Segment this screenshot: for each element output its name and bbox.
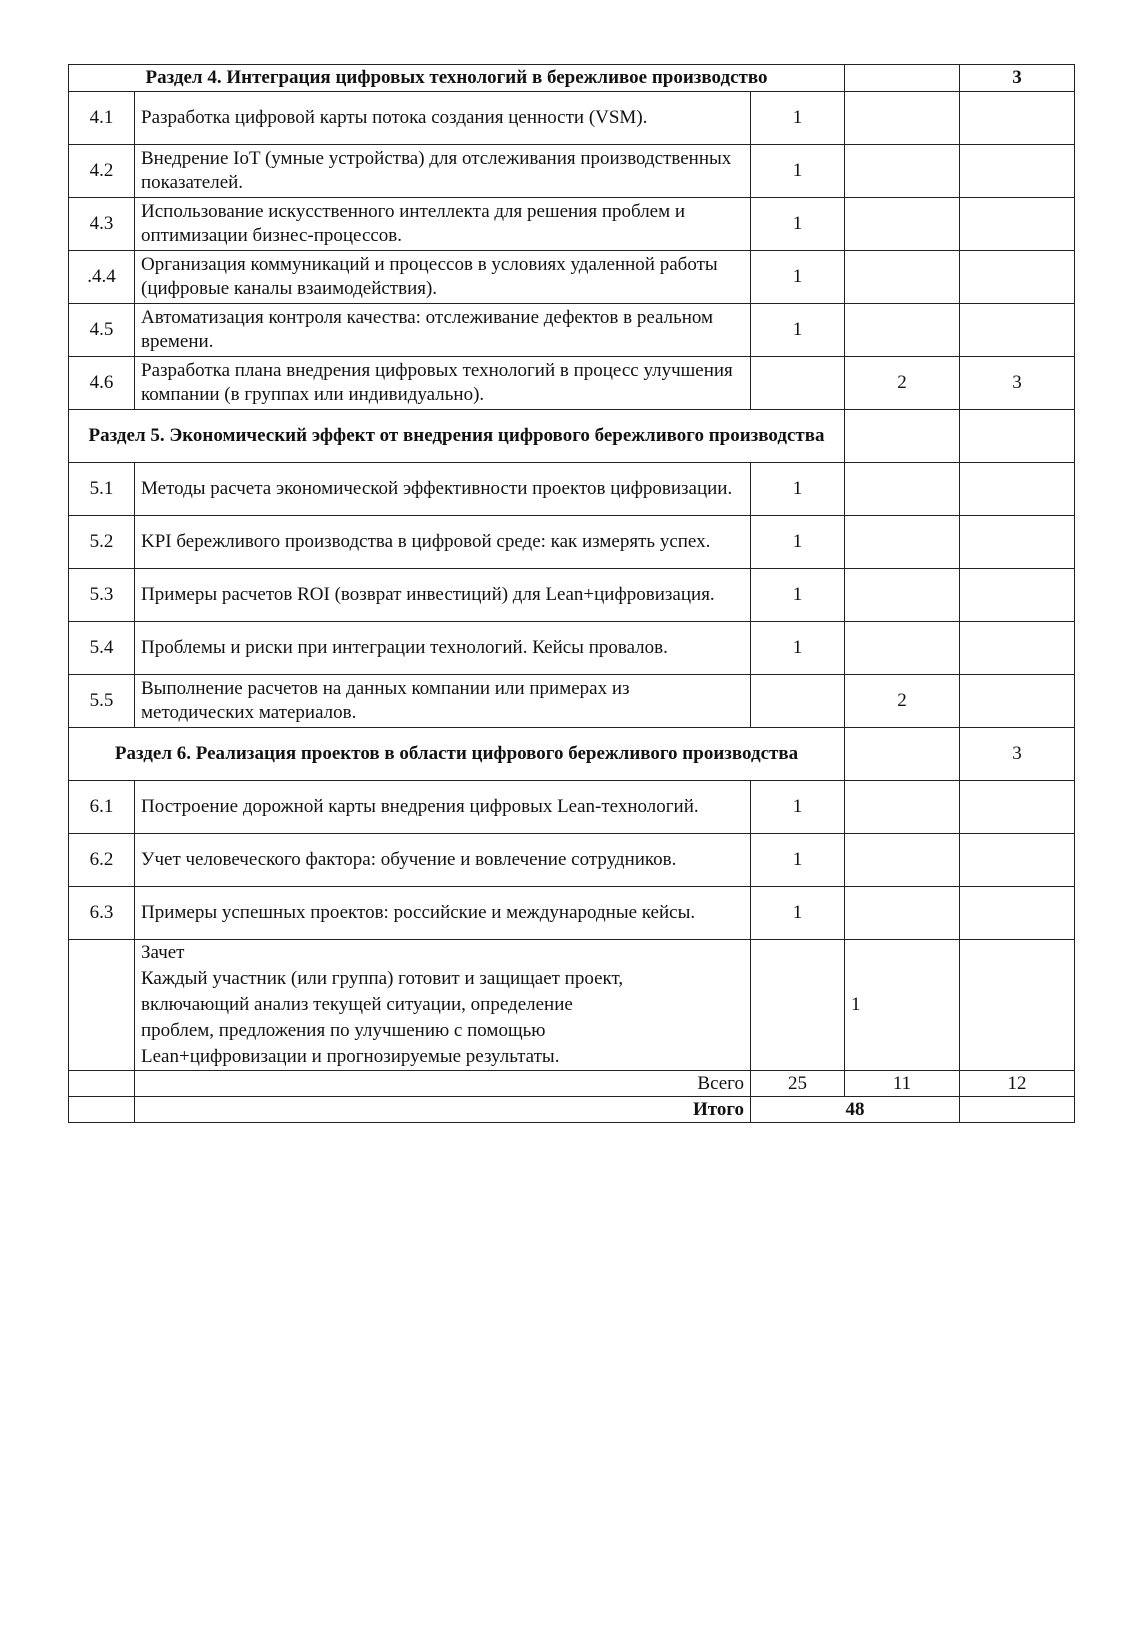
row-value: 2 [845, 675, 960, 728]
row-value: 1 [751, 92, 845, 145]
table-row [69, 145, 1075, 198]
table-row [69, 887, 1075, 940]
row-number [69, 1097, 135, 1123]
table-row [69, 622, 1075, 675]
table-row [69, 251, 1075, 304]
row-value [845, 516, 960, 569]
curriculum-table [68, 64, 1075, 1123]
row-title: Построение дорожной карты внедрения цифровых Lean-технологий. [135, 781, 751, 834]
row-value [845, 198, 960, 251]
row-number [69, 1071, 135, 1097]
row-value [845, 251, 960, 304]
table-row [69, 304, 1075, 357]
section-value: 3 [960, 65, 1075, 92]
grand-total-value: 48 [751, 1097, 960, 1123]
row-number [69, 940, 135, 1071]
row-value [960, 463, 1075, 516]
row-title: Методы расчета экономической эффективности проектов цифровизации. [135, 463, 751, 516]
row-value: 1 [751, 887, 845, 940]
row-value [845, 622, 960, 675]
row-value [960, 781, 1075, 834]
section-title: Раздел 5. Экономический эффект от внедрения цифрового бережливого производства [69, 410, 845, 463]
section-value [845, 410, 960, 463]
row-title: KPI бережливого производства в цифровой среде: как измерять успех. [135, 516, 751, 569]
row-value: 1 [751, 463, 845, 516]
section-title: Раздел 6. Реализация проектов в области цифрового бережливого производства [69, 728, 845, 781]
row-number: 5.5 [69, 675, 135, 728]
row-value [845, 463, 960, 516]
row-number: 6.3 [69, 887, 135, 940]
table-row [69, 781, 1075, 834]
row-value: 1 [751, 622, 845, 675]
row-value: 2 [845, 357, 960, 410]
row-title: Учет человеческого фактора: обучение и вовлечение сотрудников. [135, 834, 751, 887]
row-number: 4.3 [69, 198, 135, 251]
row-number: 5.3 [69, 569, 135, 622]
row-value [960, 887, 1075, 940]
section-value: 3 [960, 728, 1075, 781]
row-title: Автоматизация контроля качества: отслеживание дефектов в реальном времени. [135, 304, 751, 357]
totals-row [69, 1071, 1075, 1097]
row-value: 1 [751, 145, 845, 198]
assessment-row [69, 940, 1075, 1071]
table-row [69, 675, 1075, 728]
totals-label: Всего [135, 1071, 751, 1097]
table-row [69, 357, 1075, 410]
row-value: 1 [751, 569, 845, 622]
row-number: 5.2 [69, 516, 135, 569]
row-title: Разработка цифровой карты потока создания ценности (VSM). [135, 92, 751, 145]
table-row [69, 463, 1075, 516]
row-value [960, 622, 1075, 675]
row-value [845, 834, 960, 887]
row-title: Внедрение IoT (умные устройства) для отслеживания производственных показателей. [135, 145, 751, 198]
row-value [960, 92, 1075, 145]
table-row [69, 198, 1075, 251]
section-title: Раздел 4. Интеграция цифровых технологий в бережливое производство [69, 65, 845, 92]
row-value: 1 [751, 834, 845, 887]
row-value [960, 516, 1075, 569]
totals-value: 25 [751, 1071, 845, 1097]
row-value [751, 357, 845, 410]
assessment-line: проблем, предложения по улучшению с помощью [141, 1020, 546, 1041]
row-value [960, 569, 1075, 622]
row-value: 1 [751, 781, 845, 834]
row-value: 3 [960, 357, 1075, 410]
row-value [845, 781, 960, 834]
row-title: Выполнение расчетов на данных компании или примерах из методических материалов. [135, 675, 751, 728]
row-value: 1 [751, 516, 845, 569]
row-number: 4.2 [69, 145, 135, 198]
row-number: 6.2 [69, 834, 135, 887]
section-header-row [69, 728, 1075, 781]
assessment-line: включающий анализ текущей ситуации, определение [141, 994, 573, 1015]
row-value [845, 92, 960, 145]
row-value [960, 198, 1075, 251]
totals-value: 12 [960, 1071, 1075, 1097]
row-title: Примеры расчетов ROI (возврат инвестиций) для Lean+цифровизация. [135, 569, 751, 622]
assessment-line: Lean+цифровизации и прогнозируемые результаты. [141, 1046, 560, 1067]
row-value [960, 145, 1075, 198]
section-value [960, 410, 1075, 463]
row-value: 1 [751, 304, 845, 357]
row-value: 1 [751, 251, 845, 304]
assessment-description [135, 940, 751, 1071]
table-row [69, 516, 1075, 569]
row-number: 5.1 [69, 463, 135, 516]
row-value [960, 675, 1075, 728]
row-title: Организация коммуникаций и процессов в условиях удаленной работы (цифровые каналы взаимодействия). [135, 251, 751, 304]
row-number: .4.4 [69, 251, 135, 304]
table-row [69, 834, 1075, 887]
row-title: Использование искусственного интеллекта для решения проблем и оптимизации бизнес-процессов. [135, 198, 751, 251]
row-value [845, 569, 960, 622]
grand-total-row [69, 1097, 1075, 1123]
row-value [751, 940, 845, 1071]
table-row [69, 569, 1075, 622]
section-value [845, 65, 960, 92]
row-title: Проблемы и риски при интеграции технологий. Кейсы провалов. [135, 622, 751, 675]
grand-total-label: Итого [135, 1097, 751, 1123]
row-number: 4.1 [69, 92, 135, 145]
assessment-line: Зачет [141, 942, 185, 963]
table-row [69, 92, 1075, 145]
section-value [845, 728, 960, 781]
row-number: 6.1 [69, 781, 135, 834]
totals-value: 11 [845, 1071, 960, 1097]
row-value [960, 304, 1075, 357]
row-value [845, 304, 960, 357]
row-value [960, 1097, 1075, 1123]
assessment-line: Каждый участник (или группа) готовит и защищает проект, [141, 968, 624, 989]
row-value [960, 834, 1075, 887]
row-title: Разработка плана внедрения цифровых технологий в процесс улучшения компании (в группах или индивидуально). [135, 357, 751, 410]
row-number: 4.6 [69, 357, 135, 410]
row-title: Примеры успешных проектов: российские и международные кейсы. [135, 887, 751, 940]
row-value [751, 675, 845, 728]
row-number: 5.4 [69, 622, 135, 675]
row-value [845, 887, 960, 940]
section-header-row [69, 65, 1075, 92]
row-value: 1 [845, 940, 960, 1071]
row-value: 1 [751, 198, 845, 251]
row-value [845, 145, 960, 198]
row-number: 4.5 [69, 304, 135, 357]
section-header-row [69, 410, 1075, 463]
row-value [960, 940, 1075, 1071]
row-value [960, 251, 1075, 304]
